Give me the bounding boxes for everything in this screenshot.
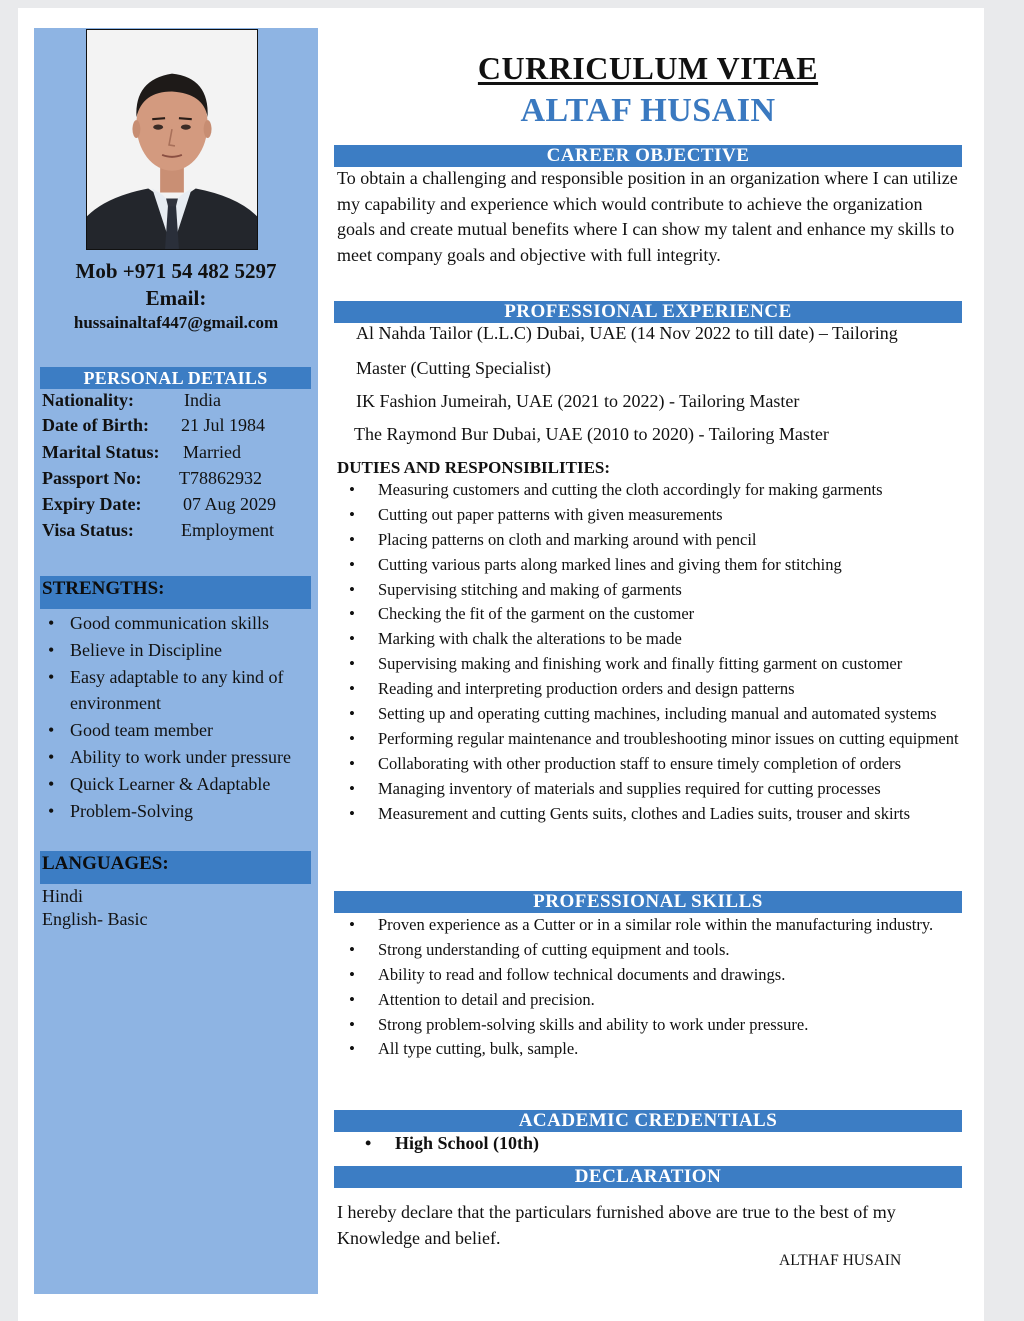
experience-entry: Master (Cutting Specialist) [356,358,551,378]
strength-item: • Believe in Discipline [42,637,314,663]
duty-item: • Cutting out paper patterns with given measurements [337,503,962,527]
detail-value: India [184,390,221,410]
experience-entry: The Raymond Bur Dubai, UAE (2010 to 2020) - Tailoring Master [354,424,829,444]
duty-item: • Reading and interpreting production orders and design patterns [337,677,962,701]
detail-label: Passport No: [42,468,142,488]
strengths-heading: STRENGTHS: [40,576,311,609]
detail-value: Married [183,442,241,462]
duties-list [337,478,962,826]
skills-list [337,913,962,1062]
languages-heading: LANGUAGES: [40,851,311,884]
mobile-number: Mob +971 54 482 5297 [75,259,277,283]
email-address[interactable]: hussainaltaf447@gmail.com [73,313,279,332]
detail-label: Date of Birth: [42,415,149,435]
cv-title-text: CURRICULUM VITAE [477,50,819,86]
strengths-list [42,610,314,825]
skill-item: • Proven experience as a Cutter or in a similar role within the manufacturing industry. [337,913,962,937]
language-item: Hindi [42,886,84,906]
career-objective-text: To obtain a challenging and responsible position in an organization where I can utilize my capability and experience which would contribute to achieve the organization goals and create mutual benefits where I can show my talent and enhance my skills to meet company goals and objective with full integrity. [337,168,958,265]
strength-item: • Good team member [42,717,314,743]
declaration-text: I hereby declare that the particulars furnished above are true to the best of my Knowledge and belief. [337,1202,896,1248]
cv-title [334,50,962,87]
detail-label: Nationality: [42,390,134,410]
duty-item: • Performing regular maintenance and troubleshooting minor issues on cutting equipment [337,727,962,751]
skills-heading: PROFESSIONAL SKILLS [334,891,962,913]
strength-item: • Easy adaptable to any kind of environment [42,664,314,716]
duty-item: • Supervising stitching and making of garments [337,578,962,602]
academic-heading: ACADEMIC CREDENTIALS [334,1110,962,1132]
academic-item-text: High School (10th) [395,1133,540,1153]
strength-item: • Ability to work under pressure [42,744,314,770]
detail-value: 07 Aug 2029 [183,494,277,514]
skill-item: • All type cutting, bulk, sample. [337,1037,962,1061]
duties-heading: DUTIES AND RESPONSIBILITIES: [337,458,611,477]
duty-item: • Placing patterns on cloth and marking around with pencil [337,528,962,552]
duty-item: • Setting up and operating cutting machines, including manual and automated systems [337,702,962,726]
profile-photo [86,29,258,250]
detail-label: Expiry Date: [42,494,142,514]
strength-item: • Quick Learner & Adaptable [42,771,314,797]
email-label: Email: [145,286,207,310]
personal-details-heading: PERSONAL DETAILS [40,367,311,389]
signature-name: ALTHAF HUSAIN [779,1252,902,1269]
duty-item: • Measurement and cutting Gents suits, clothes and Ladies suits, trouser and skirts [337,802,962,826]
skill-item: • Attention to detail and precision. [337,988,962,1012]
candidate-name: ALTAF HUSAIN [520,92,776,129]
detail-value: T78862932 [179,468,262,488]
career-objective-heading: CAREER OBJECTIVE [334,145,962,167]
bullet: • [365,1133,372,1153]
experience-entry: Al Nahda Tailor (L.L.C) Dubai, UAE (14 Nov 2022 to till date) – Tailoring [356,323,898,343]
detail-value: Employment [181,520,274,540]
experience-heading: PROFESSIONAL EXPERIENCE [334,301,962,323]
language-item: English- Basic [42,909,148,929]
detail-label: Marital Status: [42,442,160,462]
skill-item: • Strong understanding of cutting equipment and tools. [337,938,962,962]
duty-item: • Supervising making and finishing work and finally fitting garment on customer [337,652,962,676]
duty-item: • Checking the fit of the garment on the customer [337,602,962,626]
duty-item: • Measuring customers and cutting the cloth accordingly for making garments [337,478,962,502]
duty-item: • Marking with chalk the alterations to be made [337,627,962,651]
experience-entry: IK Fashion Jumeirah, UAE (2021 to 2022) - Tailoring Master [356,391,800,411]
detail-label: Visa Status: [42,520,134,540]
strength-item: • Problem-Solving [42,798,314,824]
strength-item: • Good communication skills [42,610,314,636]
duty-item: • Collaborating with other production staff to ensure timely completion of orders [337,752,962,776]
declaration-heading: DECLARATION [334,1166,962,1188]
duty-item: • Cutting various parts along marked lines and giving them for stitching [337,553,962,577]
duty-item: • Managing inventory of materials and supplies required for cutting processes [337,777,962,801]
detail-value: 21 Jul 1984 [181,415,266,435]
skill-item: • Strong problem-solving skills and ability to work under pressure. [337,1013,962,1037]
skill-item: • Ability to read and follow technical documents and drawings. [337,963,962,987]
